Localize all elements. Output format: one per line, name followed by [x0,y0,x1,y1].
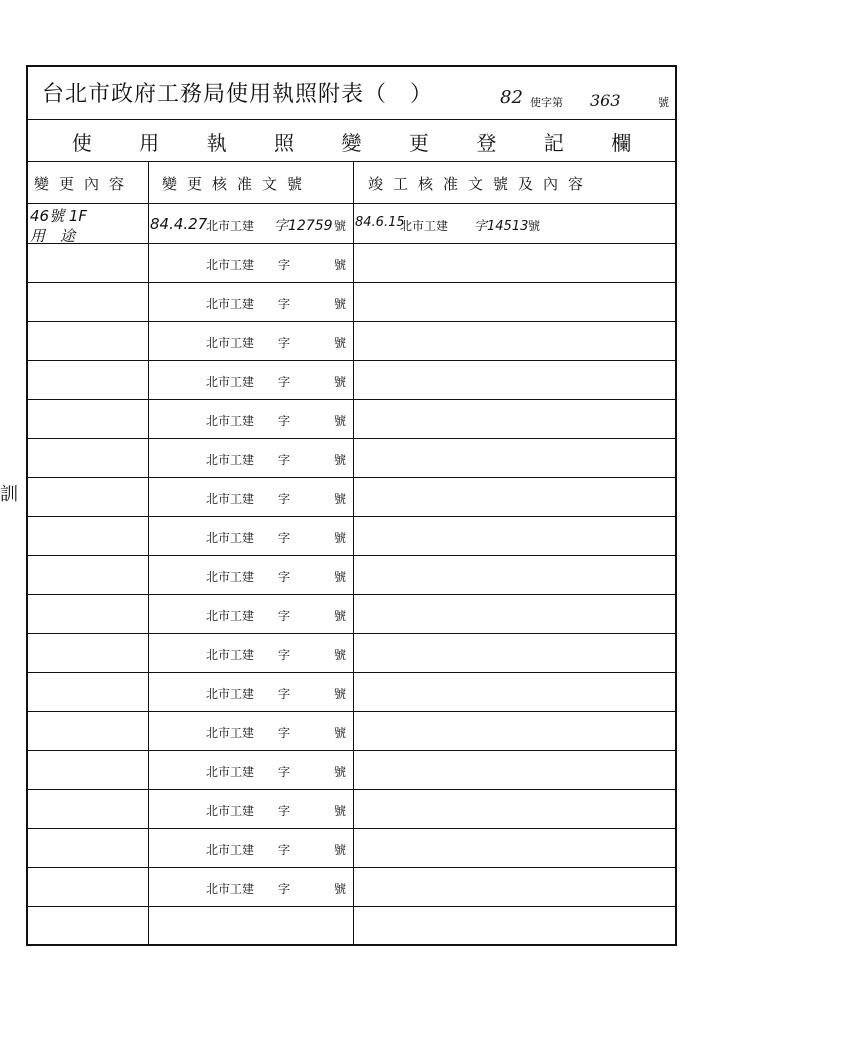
row-approval-suffix: 號 [334,648,347,662]
row-approval-prefix: 北市工建 [206,297,255,311]
row-approval-suffix: 號 [334,882,347,896]
first-row-completion-prefix: 北市工建 [400,219,449,233]
row-approval-suffix: 號 [334,570,347,584]
section-title [28,121,675,161]
row-approval-prefix: 北市工建 [206,687,255,701]
row-approval-suffix: 號 [334,726,347,740]
row-approval-char: 字 [278,882,291,896]
row-approval-suffix: 號 [334,804,347,818]
first-row-content-1: 46號 1F [30,207,88,225]
row-approval-char: 字 [278,375,291,389]
row-approval-suffix: 號 [334,531,347,545]
row-approval-suffix: 號 [334,297,347,311]
row-approval-char: 字 [278,843,291,857]
col-divider-2 [353,161,354,944]
row-divider [28,867,675,868]
row-approval-suffix: 號 [334,414,347,428]
row-divider [28,516,675,517]
row-approval-prefix: 北市工建 [206,843,255,857]
row-approval-char: 字 [278,453,291,467]
row-approval-prefix: 北市工建 [206,804,255,818]
row-approval-suffix: 號 [334,609,347,623]
first-row-approval-date: 84.4.27 [150,215,208,233]
section-char: 更 [408,130,429,155]
row-approval-char: 字 [278,297,291,311]
row-approval-char: 字 [278,804,291,818]
first-row-completion-char: 字14513 [474,219,529,234]
col-header-completion: 竣工核准文號及內容 [368,175,594,193]
row-divider [28,789,675,790]
first-row-approval-char: 字12759 [274,218,333,234]
section-char: 變 [341,130,362,155]
first-row-approval-prefix: 北市工建 [206,219,255,233]
section-char: 用 [139,130,160,155]
row-approval-prefix: 北市工建 [206,375,255,389]
col-header-approval: 變更核准文號 [162,175,313,193]
row-approval-prefix: 北市工建 [206,765,255,779]
row-divider [28,477,675,478]
row-divider [28,828,675,829]
title-divider [28,119,675,120]
row-approval-char: 字 [278,570,291,584]
license-appendix-form [26,65,677,946]
row-divider [28,906,675,907]
row-approval-prefix: 北市工建 [206,414,255,428]
section-char: 登 [476,130,497,155]
row-approval-char: 字 [278,648,291,662]
section-char: 照 [274,130,295,155]
row-approval-prefix: 北市工建 [206,648,255,662]
section-char: 使 [71,130,92,155]
doc-suffix: 號 [658,96,669,109]
row-approval-suffix: 號 [334,687,347,701]
row-approval-char: 字 [278,258,291,272]
row-approval-char: 字 [278,492,291,506]
row-approval-char: 字 [278,609,291,623]
row-approval-char: 字 [278,336,291,350]
row-approval-prefix: 北市工建 [206,570,255,584]
row-divider [28,750,675,751]
row-divider [28,672,675,673]
row-approval-prefix: 北市工建 [206,726,255,740]
section-char: 欄 [611,130,632,155]
form-title: 台北市政府工務局使用執照附表（ ） [42,82,434,107]
row-divider [28,594,675,595]
row-divider [28,282,675,283]
row-approval-suffix: 號 [334,492,347,506]
first-row-completion-suffix: 號 [528,219,541,233]
row-approval-suffix: 號 [334,843,347,857]
row-approval-char: 字 [278,414,291,428]
row-divider [28,555,675,556]
row-divider [28,399,675,400]
first-row-content-2: 用 途 [30,227,76,245]
row-approval-prefix: 北市工建 [206,258,255,272]
row-divider [28,711,675,712]
row-divider [28,633,675,634]
section-char: 記 [543,130,564,155]
row-approval-suffix: 號 [334,336,347,350]
side-mark: 訓 [0,484,18,505]
row-approval-char: 字 [278,765,291,779]
row-approval-prefix: 北市工建 [206,453,255,467]
doc-year: 82 [500,87,523,108]
row-approval-suffix: 號 [334,765,347,779]
row-divider [28,360,675,361]
row-approval-suffix: 號 [334,258,347,272]
col-divider-1 [148,161,149,944]
doc-number: 363 [590,91,621,110]
section-char: 執 [206,130,227,155]
row-approval-char: 字 [278,726,291,740]
row-divider [28,438,675,439]
row-approval-prefix: 北市工建 [206,492,255,506]
first-row-completion-date: 84.6.15 [355,215,405,230]
row-divider [28,243,675,244]
row-divider [28,321,675,322]
row-approval-prefix: 北市工建 [206,882,255,896]
row-approval-suffix: 號 [334,453,347,467]
section-divider [28,161,675,162]
row-approval-char: 字 [278,687,291,701]
row-approval-suffix: 號 [334,375,347,389]
first-row-approval-suffix: 號 [334,219,347,233]
doc-type-char: 使字第 [530,96,563,109]
col-header-content: 變更內容 [34,175,135,193]
row-approval-prefix: 北市工建 [206,336,255,350]
row-approval-prefix: 北市工建 [206,531,255,545]
row-approval-prefix: 北市工建 [206,609,255,623]
header-divider [28,203,675,204]
row-approval-char: 字 [278,531,291,545]
